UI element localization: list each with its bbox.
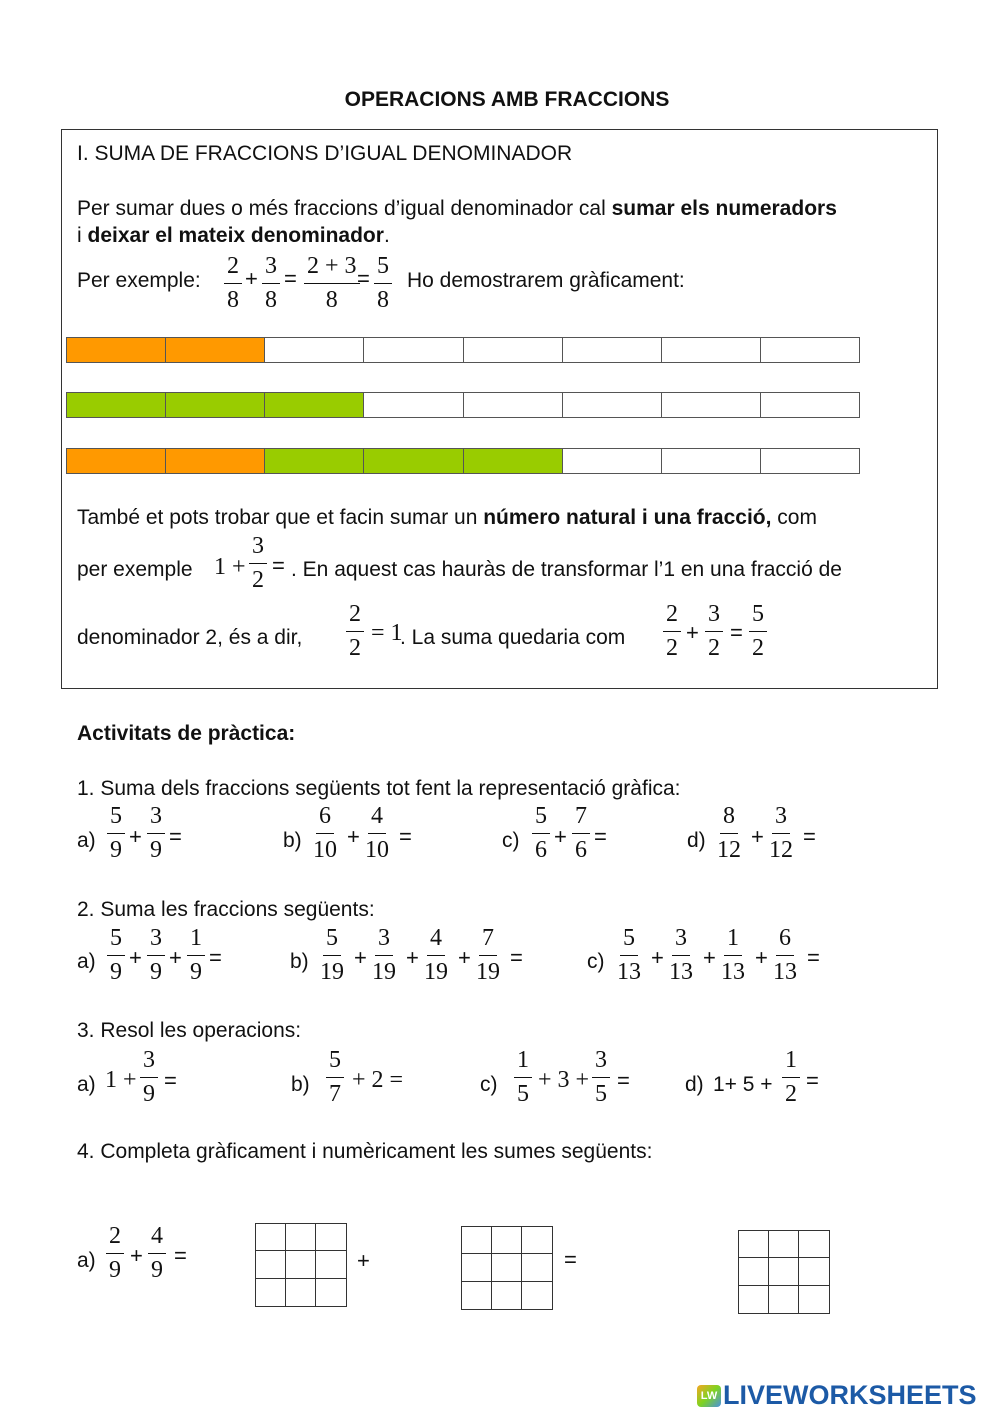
brand-badge-icon: LW	[697, 1385, 721, 1407]
plus-sign: +	[554, 824, 567, 849]
bar-segment	[364, 338, 463, 362]
equals-sign: =	[272, 553, 285, 578]
equals-sign: =	[730, 620, 743, 645]
denominator: 10	[365, 837, 389, 863]
exercise-fraction	[769, 804, 793, 862]
exercise-fraction	[572, 804, 590, 862]
bar-segment	[563, 449, 662, 473]
answer-grid-3[interactable]	[738, 1230, 830, 1314]
exercise-fraction	[107, 804, 125, 862]
example-fraction-3: $\frac{2 + 3}{8}$	[304, 254, 360, 312]
plus-sign: +	[129, 824, 142, 849]
denominator: 12	[769, 837, 793, 863]
exercise-3c-fraction-1: $\frac{1}{5}$	[514, 1048, 532, 1106]
grid-cell[interactable]	[316, 1224, 346, 1251]
equals-sign: =	[357, 266, 370, 291]
exercise-fraction	[147, 804, 165, 862]
exercise-fraction	[365, 804, 389, 862]
denominator: 9	[110, 837, 122, 863]
fraction-2-2: $\frac{2}{2}$	[346, 602, 364, 660]
exercise-4a-label: a)	[77, 1249, 96, 1272]
grid-cell[interactable]	[739, 1231, 769, 1258]
equals-sign: =	[284, 266, 297, 291]
numerator: 7	[572, 804, 590, 834]
grid-cell[interactable]	[462, 1282, 492, 1309]
exercise-fraction	[372, 926, 396, 984]
equals-sign: =	[164, 1068, 177, 1093]
equals-sign: =	[594, 824, 607, 849]
equals-sign: =	[174, 1243, 187, 1268]
exercise-fraction	[320, 926, 344, 984]
bar-segment	[662, 449, 761, 473]
numerator: 3	[147, 804, 165, 834]
exercise-item-label: a)	[77, 829, 96, 852]
numerator: 5	[323, 926, 341, 956]
exercise-4-fraction-2: $\frac{4}{9}$	[148, 1224, 166, 1282]
bar-segment	[563, 393, 662, 417]
denominator: 10	[313, 837, 337, 863]
plus-sign: +	[169, 945, 182, 970]
plus-sign: +	[357, 1248, 370, 1273]
equals-sign: =	[399, 824, 412, 849]
grid-cell[interactable]	[739, 1286, 769, 1313]
bar-segment	[364, 393, 463, 417]
numerator: 4	[368, 804, 386, 834]
grid-cell[interactable]	[256, 1251, 286, 1278]
bar-segment	[662, 393, 761, 417]
exercise-fraction	[476, 926, 500, 984]
brand-name: LIVEWORKSHEETS	[723, 1380, 977, 1410]
grid-cell[interactable]	[522, 1254, 552, 1281]
grid-cell[interactable]	[492, 1282, 522, 1309]
exercise-item-label: d)	[687, 829, 706, 852]
denominator: 6	[575, 837, 587, 863]
denominator: 19	[372, 959, 396, 985]
grid-cell[interactable]	[492, 1254, 522, 1281]
denominator: 12	[717, 837, 741, 863]
bar-segment	[761, 449, 859, 473]
numerator: 6	[316, 804, 334, 834]
exercise-fraction	[532, 804, 550, 862]
exercise-fraction	[773, 926, 797, 984]
denominator: 9	[150, 959, 162, 985]
grid-cell[interactable]	[739, 1258, 769, 1285]
grid-cell[interactable]	[799, 1286, 829, 1313]
numerator: 6	[776, 926, 794, 956]
equals-sign: =	[803, 824, 816, 849]
equals-sign: =	[807, 945, 820, 970]
grid-cell[interactable]	[492, 1227, 522, 1254]
grid-cell[interactable]	[799, 1258, 829, 1285]
theory-paragraph-2: També et pots trobar que et facin sumar un número natural i una fracció, com	[77, 506, 817, 529]
plus-sign: +	[129, 945, 142, 970]
grid-cell[interactable]	[256, 1279, 286, 1306]
fraction-bar-3-8	[66, 392, 860, 418]
exercise-2-statement: 2. Suma les fraccions següents:	[77, 898, 375, 921]
bar-segment	[761, 338, 859, 362]
numerator: 8	[720, 804, 738, 834]
grid-cell[interactable]	[522, 1282, 552, 1309]
exercise-item-label: b)	[283, 829, 302, 852]
exercise-3c-middle: + 3 +	[538, 1067, 590, 1093]
example-fraction-1: $\frac{2}{8}$	[224, 254, 242, 312]
denominator: 19	[424, 959, 448, 985]
numerator: 5	[620, 926, 638, 956]
grid-cell[interactable]	[769, 1231, 799, 1258]
sum-fraction-1: $\frac{2}{2}$	[663, 602, 681, 660]
exercise-fraction	[669, 926, 693, 984]
fraction-3-2: $\frac{3}{2}$	[249, 534, 267, 592]
exercise-3a-fraction: $\frac{3}{9}$	[140, 1048, 158, 1106]
exercise-3d-fraction: $\frac{1}{2}$	[782, 1048, 800, 1106]
exercise-3b-fraction: $\frac{5}{7}$	[326, 1048, 344, 1106]
grid-cell[interactable]	[522, 1227, 552, 1254]
plus-sign: +	[354, 945, 367, 970]
numerator: 3	[672, 926, 690, 956]
example-label: Per exemple:	[77, 269, 201, 292]
denominator: 9	[150, 837, 162, 863]
exercise-item-label: c)	[587, 950, 605, 973]
exercise-3c-label: c)	[480, 1073, 498, 1096]
bar-segment	[265, 338, 364, 362]
denominator: 9	[190, 959, 202, 985]
theory-paragraph-1-cont: i deixar el mateix denominador.	[77, 224, 390, 247]
answer-grid-1[interactable]	[255, 1223, 347, 1307]
bar-segment	[265, 393, 364, 417]
numerator: 7	[479, 926, 497, 956]
plus-sign: +	[130, 1243, 143, 1268]
exercise-fraction	[424, 926, 448, 984]
exercise-fraction	[313, 804, 337, 862]
equals-sign: =	[806, 1068, 819, 1093]
denominator: 6	[535, 837, 547, 863]
theory-paragraph-3: . En aquest cas hauràs de transformar l’1 en una fracció de	[291, 558, 842, 581]
denominator: 13	[669, 959, 693, 985]
fraction-bar-5-8	[66, 448, 860, 474]
bar-segment	[563, 338, 662, 362]
numerator: 5	[107, 926, 125, 956]
sum-fraction-2: $\frac{3}{2}$	[705, 602, 723, 660]
bar-segment	[364, 449, 463, 473]
exercise-fraction	[147, 926, 165, 984]
equals-one: = 1	[371, 620, 403, 646]
exercise-fraction	[107, 926, 125, 984]
numerator: 1	[187, 926, 205, 956]
numerator: 3	[147, 926, 165, 956]
plus-sign: +	[651, 945, 664, 970]
numerator: 5	[107, 804, 125, 834]
numerator: 3	[772, 804, 790, 834]
denominator: 13	[721, 959, 745, 985]
plus-sign: +	[458, 945, 471, 970]
exercise-item-label: c)	[502, 829, 520, 852]
grid-cell[interactable]	[462, 1254, 492, 1281]
plus-sign: +	[686, 620, 699, 645]
theory-paragraph-4-label: denominador 2, és a dir,	[77, 626, 303, 649]
denominator: 13	[617, 959, 641, 985]
exercise-3b-rest: + 2 =	[352, 1067, 404, 1093]
grid-cell[interactable]	[256, 1224, 286, 1251]
grid-cell[interactable]	[799, 1231, 829, 1258]
denominator: 19	[320, 959, 344, 985]
equals-sign: =	[617, 1068, 630, 1093]
exercise-3-statement: 3. Resol les operacions:	[77, 1019, 302, 1042]
grid-cell[interactable]	[286, 1251, 316, 1278]
exercise-3a-label: a)	[77, 1073, 96, 1096]
bar-segment	[464, 338, 563, 362]
exercise-item-label: b)	[290, 950, 309, 973]
plus-sign: +	[245, 266, 258, 291]
theory-paragraph-1: Per sumar dues o més fraccions d’igual denominador cal sumar els numeradors	[77, 197, 837, 220]
exercise-1-statement: 1. Suma dels fraccions següents tot fent la representació gràfica:	[77, 777, 681, 800]
bar-segment	[166, 449, 265, 473]
fraction-bar-2-8	[66, 337, 860, 363]
exercise-4-statement: 4. Completa gràficament i numèricament les sumes següents:	[77, 1140, 653, 1163]
bar-segment	[265, 449, 364, 473]
exercise-fraction	[187, 926, 205, 984]
bar-segment	[67, 449, 166, 473]
denominator: 19	[476, 959, 500, 985]
plus-sign: +	[703, 945, 716, 970]
whole-number: 1 +	[105, 1067, 137, 1093]
numerator: 5	[532, 804, 550, 834]
numerator: 3	[375, 926, 393, 956]
exercise-4-fraction-1: $\frac{2}{9}$	[106, 1224, 124, 1282]
bar-segment	[67, 393, 166, 417]
bar-segment	[67, 338, 166, 362]
equals-sign: =	[510, 945, 523, 970]
equals-sign: =	[169, 824, 182, 849]
page-title: OPERACIONS AMB FRACCIONS	[344, 88, 670, 111]
exercise-fraction	[721, 926, 745, 984]
practice-heading: Activitats de pràctica:	[77, 722, 296, 745]
grid-cell[interactable]	[769, 1286, 799, 1313]
grid-cell[interactable]	[316, 1279, 346, 1306]
exercise-fraction	[717, 804, 741, 862]
demo-text: Ho demostrarem gràficament:	[407, 269, 685, 292]
grid-cell[interactable]	[286, 1224, 316, 1251]
theory-paragraph-3-label: per exemple	[77, 558, 193, 581]
bar-segment	[662, 338, 761, 362]
answer-grid-2[interactable]	[461, 1226, 553, 1310]
plus-sign: +	[406, 945, 419, 970]
example-fraction-2: $\frac{3}{8}$	[262, 254, 280, 312]
numerator: 1	[724, 926, 742, 956]
exercise-3d-label: d)	[685, 1073, 704, 1096]
equals-sign: =	[564, 1247, 577, 1272]
exercise-fraction	[617, 926, 641, 984]
bar-segment	[166, 338, 265, 362]
grid-cell[interactable]	[769, 1258, 799, 1285]
grid-cell[interactable]	[316, 1251, 346, 1278]
numerator: 4	[427, 926, 445, 956]
exercise-3d-text: 1+ 5 +	[713, 1073, 773, 1096]
bar-segment	[464, 393, 563, 417]
bar-segment	[761, 393, 859, 417]
grid-cell[interactable]	[286, 1279, 316, 1306]
denominator: 9	[110, 959, 122, 985]
plus-sign: +	[755, 945, 768, 970]
exercise-3c-fraction-2: $\frac{3}{5}$	[592, 1048, 610, 1106]
denominator: 13	[773, 959, 797, 985]
equals-sign: =	[209, 945, 222, 970]
bar-segment	[166, 393, 265, 417]
exercise-3b-label: b)	[291, 1073, 310, 1096]
theory-heading: I. SUMA DE FRACCIONS D’IGUAL DENOMINADOR	[77, 142, 573, 165]
plus-sign: +	[347, 824, 360, 849]
bar-segment	[464, 449, 563, 473]
whole-number: 1 +	[214, 554, 246, 580]
plus-sign: +	[751, 824, 764, 849]
example-fraction-4: $\frac{5}{8}$	[374, 254, 392, 312]
grid-cell[interactable]	[462, 1227, 492, 1254]
exercise-item-label: a)	[77, 950, 96, 973]
sum-fraction-3: $\frac{5}{2}$	[749, 602, 767, 660]
theory-paragraph-4: . La suma quedaria com	[400, 626, 626, 649]
brand-logo	[697, 1380, 977, 1411]
